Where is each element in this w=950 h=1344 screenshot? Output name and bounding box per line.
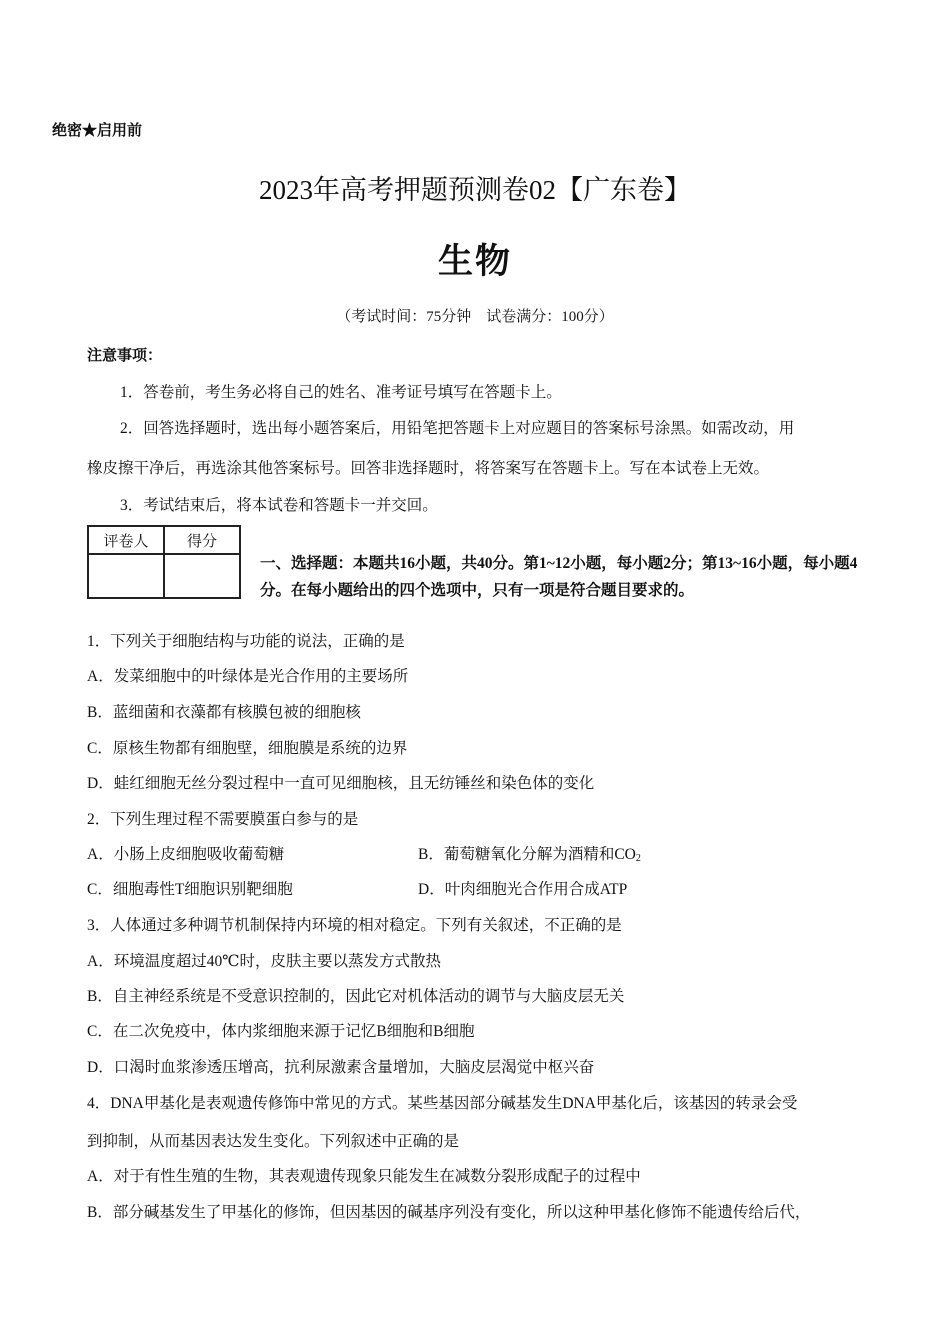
- question-3-option-c: C．在二次免疫中，体内浆细胞来源于记忆B细胞和B细胞: [87, 1023, 475, 1040]
- confidential-label: 绝密★启用前: [52, 123, 143, 139]
- score-table-header-score: 得分: [164, 526, 240, 554]
- notice-item-1: 1．答卷前，考生务必将自己的姓名、准考证号填写在答题卡上。: [120, 384, 562, 401]
- exam-info: （考试时间：75分钟 试卷满分：100分）: [336, 309, 614, 325]
- notice-item-2-line-1: 2．回答选择题时，选出每小题答案后，用铅笔把答题卡上对应题目的答案标号涂黑。如需改动，用: [120, 420, 795, 437]
- question-1-stem: 1．下列关于细胞结构与功能的说法，正确的是: [87, 633, 405, 650]
- question-4-stem-line-2: 到抑制，从而基因表达发生变化。下列叙述中正确的是: [87, 1133, 460, 1150]
- question-3-option-b: B．自主神经系统是不受意识控制的，因此它对机体活动的调节与大脑皮层无关: [87, 988, 625, 1005]
- question-2-option-c: C．细胞毒性T细胞识别靶细胞: [87, 881, 293, 898]
- exam-title: 2023年高考押题预测卷02【广东卷】: [259, 175, 691, 205]
- question-4-option-b: B．部分碱基发生了甲基化的修饰，但因基因的碱基序列没有变化，所以这种甲基化修饰不能遗传给后代，: [87, 1204, 811, 1221]
- question-2-option-b-text: B．葡萄糖氧化分解为酒精和CO: [418, 846, 636, 863]
- notice-heading: 注意事项：: [87, 348, 163, 364]
- question-1-option-d: D．蛙红细胞无丝分裂过程中一直可见细胞核，且无纺锤丝和染色体的变化: [87, 775, 595, 792]
- question-3-stem: 3．人体通过多种调节机制保持内环境的相对稳定。下列有关叙述，不正确的是: [87, 917, 622, 934]
- question-1-option-b: B．蓝细菌和衣藻都有核膜包被的细胞核: [87, 704, 361, 721]
- co2-subscript: 2: [635, 853, 641, 864]
- score-table-header-grader: 评卷人: [88, 526, 164, 554]
- question-1-option-a: A．发菜细胞中的叶绿体是光合作用的主要场所: [87, 668, 409, 685]
- question-4-option-a: A．对于有性生殖的生物，其表观遗传现象只能发生在减数分裂形成配子的过程中: [87, 1168, 641, 1185]
- question-4-stem-line-1: 4．DNA甲基化是表观遗传修饰中常见的方式。某些基因部分碱基发生DNA甲基化后，该基因的转录会受: [87, 1095, 798, 1112]
- question-1-option-c: C．原核生物都有细胞壁，细胞膜是系统的边界: [87, 740, 408, 757]
- score-cell: [164, 554, 240, 598]
- question-2-option-b: [418, 842, 641, 864]
- question-2-stem: 2．下列生理过程不需要膜蛋白参与的是: [87, 811, 359, 828]
- question-2-option-d: D．叶肉细胞光合作用合成ATP: [418, 881, 628, 898]
- score-table: [87, 525, 241, 599]
- grader-cell: [88, 554, 164, 598]
- subject-title: 生物: [437, 242, 512, 281]
- question-3-option-a: A．环境温度超过40℃时，皮肤主要以蒸发方式散热: [87, 953, 442, 970]
- notice-item-3: 3．考试结束后，将本试卷和答题卡一并交回。: [120, 497, 438, 514]
- question-3-option-d: D．口渴时血浆渗透压增高，抗利尿激素含量增加，大脑皮层渴觉中枢兴奋: [87, 1059, 595, 1076]
- notice-item-2-line-2: 橡皮擦干净后，再选涂其他答案标号。回答非选择题时，将答案写在答题卡上。写在本试卷上无效。: [87, 460, 770, 477]
- question-2-option-a: A．小肠上皮细胞吸收葡萄糖: [87, 846, 285, 863]
- section-instructions: 一、选择题：本题共16小题，共40分。第1~12小题，每小题2分；第13~16小题，每小题4分。在每小题给出的四个选项中，只有一项是符合题目要求的。: [260, 555, 858, 599]
